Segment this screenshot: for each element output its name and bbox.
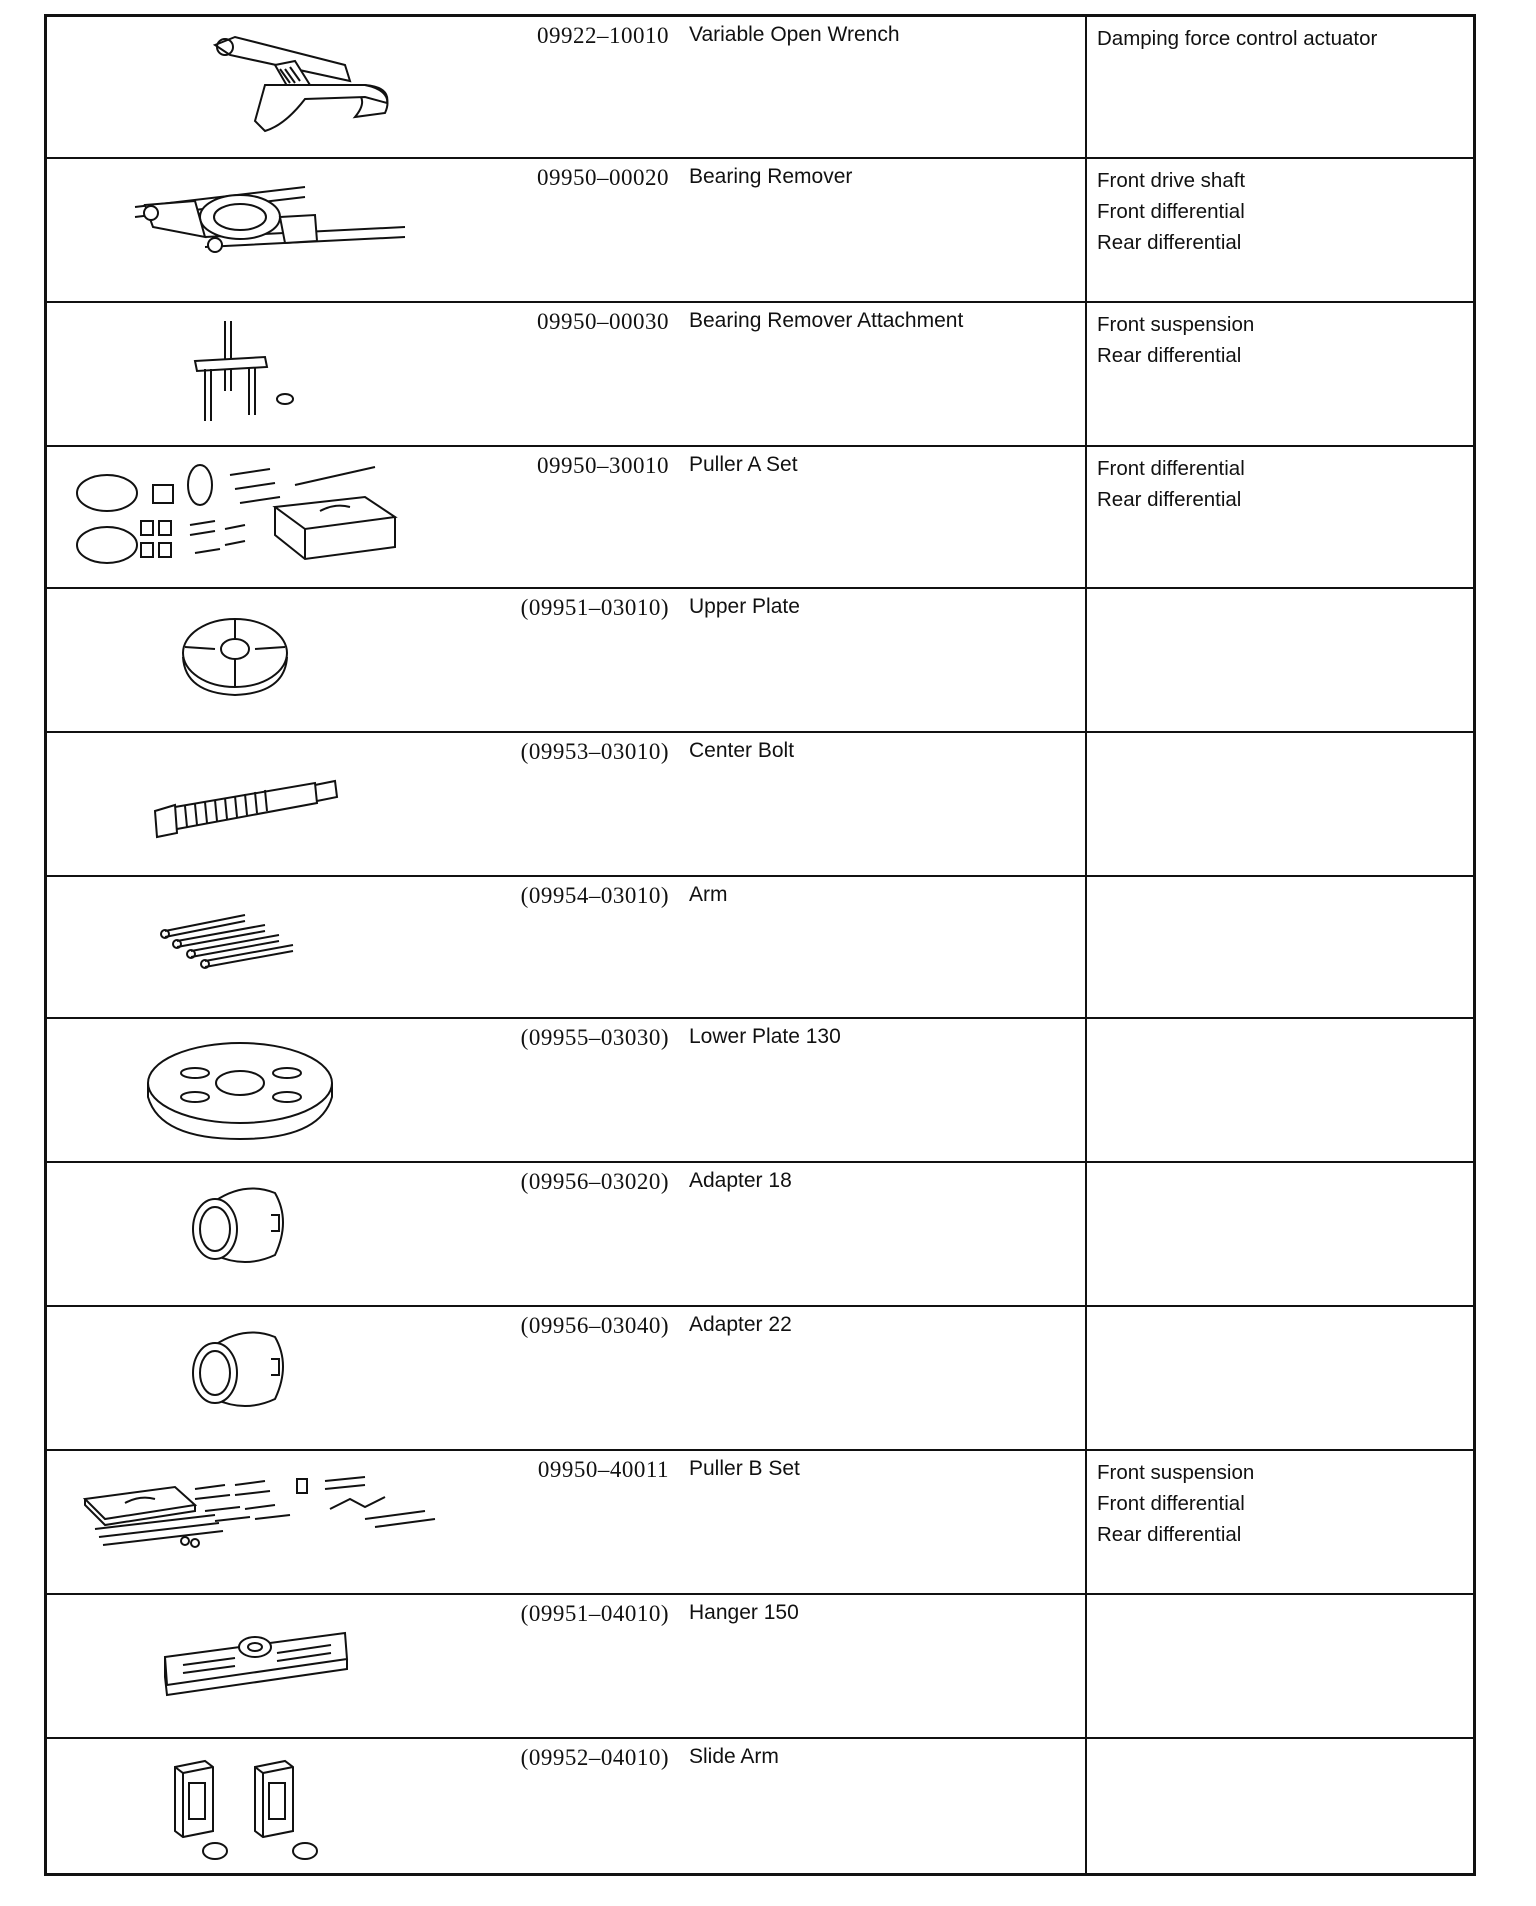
tool-part-number: 09950–40011 [537, 1457, 669, 1482]
tool-part-number: (09956–03020) [520, 1169, 669, 1194]
tool-applications [1085, 1163, 1477, 1305]
tool-name: Hanger 150 [689, 1601, 799, 1624]
tool-applications [1085, 877, 1477, 1017]
application-item: Rear differential [1097, 344, 1242, 367]
tool-applications [1085, 1739, 1477, 1873]
application-item: Front suspension [1097, 313, 1255, 336]
tool-part-number: (09953–03010) [520, 739, 669, 764]
tool-applications [1085, 733, 1477, 875]
tool-part-number: 09922–10010 [537, 23, 669, 48]
upper-plate-illustration [47, 589, 467, 731]
application-item: Front suspension [1097, 1461, 1255, 1484]
application-item: Rear differential [1097, 488, 1242, 511]
tool-name: Center Bolt [689, 739, 795, 762]
tool-name: Arm [689, 883, 728, 906]
tool-name: Adapter 18 [689, 1169, 792, 1192]
arm-illustration [47, 877, 467, 1017]
tool-part-number: (09951–04010) [520, 1601, 669, 1626]
adapter-illustration [47, 1163, 467, 1305]
table-row [47, 447, 1473, 589]
tool-part-number: (09952–04010) [520, 1745, 669, 1770]
lower-plate-illustration [47, 1019, 467, 1161]
table-row [47, 1307, 1473, 1451]
application-item: Rear differential [1097, 1523, 1242, 1546]
variable-open-wrench-illustration [47, 17, 467, 157]
tool-applications [1085, 1595, 1477, 1737]
tool-part-number: 09950–30010 [537, 453, 669, 478]
tool-name: Adapter 22 [689, 1313, 792, 1336]
tool-part-number: (09955–03030) [520, 1025, 669, 1050]
table-row [47, 877, 1473, 1019]
table-row [47, 1595, 1473, 1739]
tool-applications [1085, 1019, 1477, 1161]
tool-name: Slide Arm [689, 1745, 779, 1768]
tool-applications [1085, 17, 1477, 157]
tool-applications [1085, 447, 1477, 587]
tool-name: Puller A Set [689, 453, 798, 476]
bearing-remover-illustration [47, 159, 467, 301]
slide-arm-illustration [47, 1739, 467, 1873]
table-row [47, 1163, 1473, 1307]
tool-name: Upper Plate [689, 595, 800, 618]
table-row [47, 303, 1473, 447]
tool-part-number: (09951–03010) [520, 595, 669, 620]
center-bolt-illustration [47, 733, 467, 875]
tool-name: Lower Plate 130 [689, 1025, 841, 1048]
tool-name: Bearing Remover [689, 165, 853, 188]
tool-part-number: 09950–00030 [537, 309, 669, 334]
adapter-illustration [47, 1307, 467, 1449]
bearing-remover-attachment-illustration [47, 303, 467, 445]
tool-part-number: (09954–03010) [520, 883, 669, 908]
tool-name: Bearing Remover Attachment [689, 309, 964, 332]
table-row [47, 733, 1473, 877]
tool-applications [1085, 1451, 1477, 1593]
table-row [47, 1451, 1473, 1595]
special-service-tools-table [44, 14, 1476, 1876]
application-item: Front drive shaft [1097, 169, 1246, 192]
table-row [47, 1739, 1473, 1873]
table-row [47, 589, 1473, 733]
tool-applications [1085, 159, 1477, 301]
application-item: Front differential [1097, 457, 1245, 480]
tool-name: Variable Open Wrench [689, 23, 900, 46]
table-row [47, 159, 1473, 303]
application-item: Front differential [1097, 1492, 1245, 1515]
tool-part-number: 09950–00020 [537, 165, 669, 190]
hanger-illustration [47, 1595, 467, 1737]
table-row [47, 1019, 1473, 1163]
puller-b-set-illustration [47, 1451, 467, 1593]
tool-applications [1085, 1307, 1477, 1449]
tool-part-number: (09956–03040) [520, 1313, 669, 1338]
puller-a-set-illustration [47, 447, 467, 587]
tool-name: Puller B Set [689, 1457, 800, 1480]
application-item: Front differential [1097, 200, 1245, 223]
application-item: Damping force control actuator [1097, 27, 1378, 50]
application-item: Rear differential [1097, 231, 1242, 254]
tool-applications [1085, 589, 1477, 731]
tool-applications [1085, 303, 1477, 445]
table-row [47, 17, 1473, 159]
